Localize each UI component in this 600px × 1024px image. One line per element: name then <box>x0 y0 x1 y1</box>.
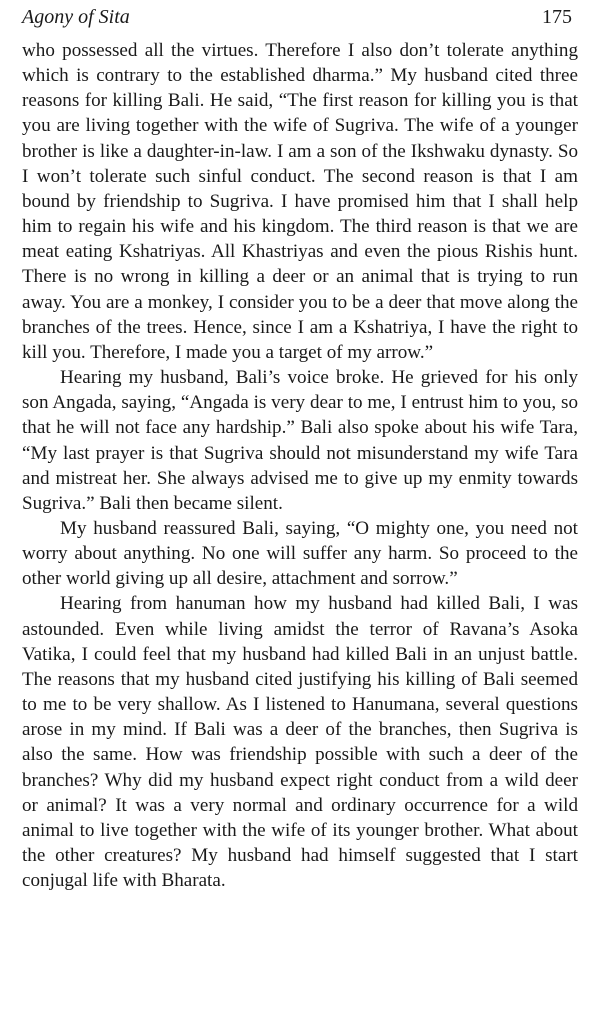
paragraph-continued: who possessed all the virtues. Therefore I also don’t tolerate anything which is contrary to the established dharma.” My husband cited three reasons for killing Bali. He said, “The first reason for killing you is that you are living together with the wife of Sugriva. The wife of a younger brother is like a daughter-in-law. I am a son of the Ikshwaku dynasty. So I won’t tolerate such sinful conduct. The second reason is that I am bound by friendship to Sugriva. I have promised him that I shall help him to regain his wife and his kingdom. The third reason is that we are meat eating Kshatriyas. All Khastriyas and even the pious Rishis hunt. There is no wrong in killing a deer or an animal that is trying to run away. You are a monkey, I consider you to be a deer that move along the branches of the trees. Hence, since I am a Kshatriya, I have the right to kill you. Therefore, I made you a target of my arrow.” <box>22 40 578 363</box>
paragraph: My husband reassured Bali, saying, “O mighty one, you need not worry about anything. No one will suffer any harm. So proceed to the other world giving up all desire, attachment and sorrow.” <box>22 517 578 590</box>
running-head <box>22 6 572 34</box>
paragraph: Hearing from hanuman how my husband had killed Bali, I was astounded. Even while living amidst the terror of Ravana’s Asoka Vatika, I could feel that my husband had killed Bali in an unjust battle. The reasons that my husband cited justifying his killing of Bali seemed to me to be very shallow. As I listened to Hanumana, several questions arose in my mind. If Bali was a deer of the branches, then Sugriva is also the same. How was friendship possible with such a deer of the branches? Why did my husband expect right conduct from a wild deer or animal? It was a very normal and ordinary occurrence for a wild animal to live together with the wife of its younger brother. What about the other creatures? My husband had himself suggested that I start conjugal life with Bharata. <box>22 593 578 892</box>
running-title: Agony of Sita <box>22 6 130 28</box>
page-number: 175 <box>542 6 572 28</box>
body-text <box>22 38 578 893</box>
paragraph: Hearing my husband, Bali’s voice broke. He grieved for his only son Angada, saying, “Angada is very dear to me, I entrust him to you, so that he will not face any hardship.” Bali also spoke about his wife Tara, “My last prayer is that Sugriva should not misunderstand my wife Tara and mistreat her. She always advised me to give up my enmity towards Sugriva.” Bali then became silent. <box>22 367 578 514</box>
